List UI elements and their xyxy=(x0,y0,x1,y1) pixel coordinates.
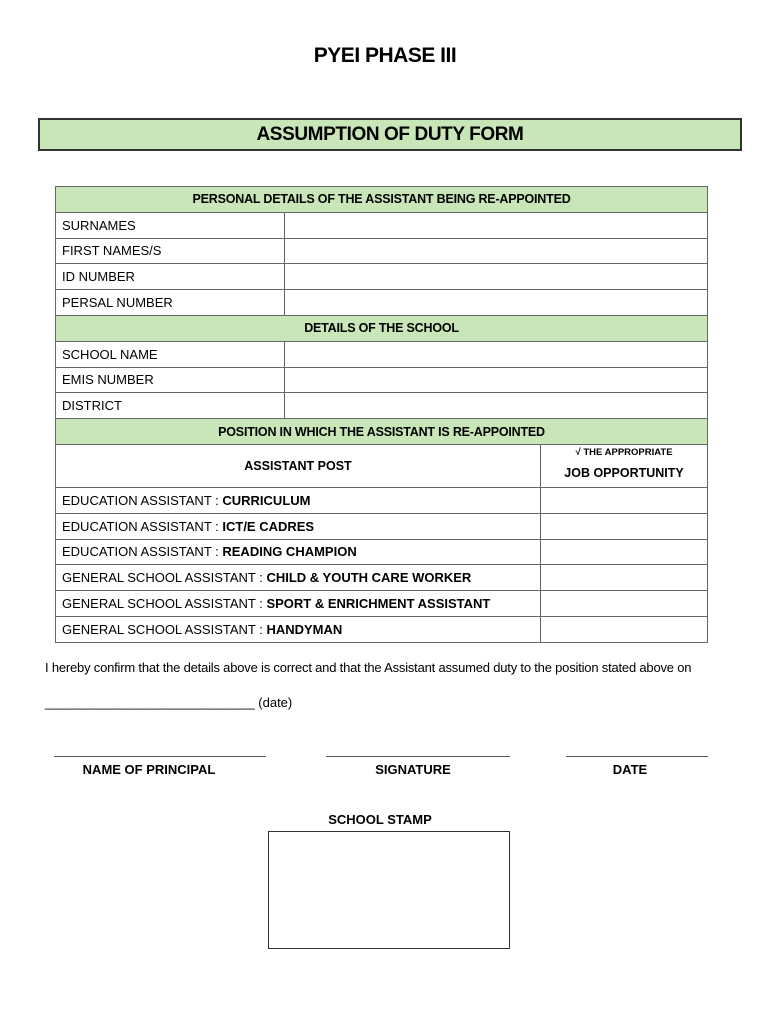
school-stamp-label: SCHOOL STAMP xyxy=(328,812,432,827)
form-row xyxy=(56,264,708,290)
district-label: DISTRICT xyxy=(56,393,285,419)
position-tick-cell[interactable] xyxy=(541,616,708,642)
position-tick-cell[interactable] xyxy=(541,591,708,617)
position-row xyxy=(56,565,708,591)
position-label: EDUCATION ASSISTANT : CURRICULUM xyxy=(56,487,541,513)
surnames-field[interactable] xyxy=(285,212,708,238)
school-name-field[interactable] xyxy=(285,341,708,367)
position-header: POSITION IN WHICH THE ASSISTANT IS RE-APPOINTED xyxy=(56,419,708,445)
position-row xyxy=(56,513,708,539)
position-row xyxy=(56,616,708,642)
job-opportunity-column-header xyxy=(541,444,708,487)
form-row xyxy=(56,290,708,316)
position-row xyxy=(56,539,708,565)
position-label: GENERAL SCHOOL ASSISTANT : CHILD & YOUTH CARE WORKER xyxy=(56,565,541,591)
school-stamp-box xyxy=(268,831,510,949)
first-names-field[interactable] xyxy=(285,238,708,264)
persal-number-label: PERSAL NUMBER xyxy=(56,290,285,316)
confirmation-statement: I hereby confirm that the details above is correct and that the Assistant assumed duty to the position stated above on xyxy=(45,660,692,675)
position-label: EDUCATION ASSISTANT : ICT/E CADRES xyxy=(56,513,541,539)
emis-number-label: EMIS NUMBER xyxy=(56,367,285,393)
school-name-label: SCHOOL NAME xyxy=(56,341,285,367)
personal-details-header: PERSONAL DETAILS OF THE ASSISTANT BEING RE-APPOINTED xyxy=(56,187,708,213)
position-label: EDUCATION ASSISTANT : READING CHAMPION xyxy=(56,539,541,565)
date-blank[interactable]: _____________________________ (date) xyxy=(45,695,293,710)
document-title: PYEI PHASE III xyxy=(313,44,457,67)
position-tick-cell[interactable] xyxy=(541,487,708,513)
first-names-label: FIRST NAMES/S xyxy=(56,238,285,264)
date-signature-label: DATE xyxy=(612,762,648,777)
principal-name-label: NAME OF PRINCIPAL xyxy=(82,762,216,777)
form-row xyxy=(56,238,708,264)
tick-instruction: √ THE APPROPRIATE xyxy=(575,447,673,459)
assistant-post-column-header: ASSISTANT POST xyxy=(56,444,541,487)
position-tick-cell[interactable] xyxy=(541,565,708,591)
surnames-label: SURNAMES xyxy=(56,212,285,238)
position-label: GENERAL SCHOOL ASSISTANT : SPORT & ENRICHMENT ASSISTANT xyxy=(56,591,541,617)
position-tick-cell[interactable] xyxy=(541,539,708,565)
position-row xyxy=(56,591,708,617)
persal-number-field[interactable] xyxy=(285,290,708,316)
emis-number-field[interactable] xyxy=(285,367,708,393)
signature-label: SIGNATURE xyxy=(375,762,451,777)
details-table xyxy=(55,186,708,643)
principal-name-line[interactable] xyxy=(54,756,266,757)
form-row xyxy=(56,212,708,238)
form-title-banner: ASSUMPTION OF DUTY FORM xyxy=(38,118,742,151)
form-row xyxy=(56,393,708,419)
signature-line[interactable] xyxy=(326,756,510,757)
form-row xyxy=(56,341,708,367)
district-field[interactable] xyxy=(285,393,708,419)
id-number-field[interactable] xyxy=(285,264,708,290)
job-opportunity-label: JOB OPPORTUNITY xyxy=(564,466,684,481)
date-signature-line[interactable] xyxy=(566,756,708,757)
id-number-label: ID NUMBER xyxy=(56,264,285,290)
position-tick-cell[interactable] xyxy=(541,513,708,539)
position-label: GENERAL SCHOOL ASSISTANT : HANDYMAN xyxy=(56,616,541,642)
form-row xyxy=(56,367,708,393)
school-details-header: DETAILS OF THE SCHOOL xyxy=(56,315,708,341)
position-row xyxy=(56,487,708,513)
